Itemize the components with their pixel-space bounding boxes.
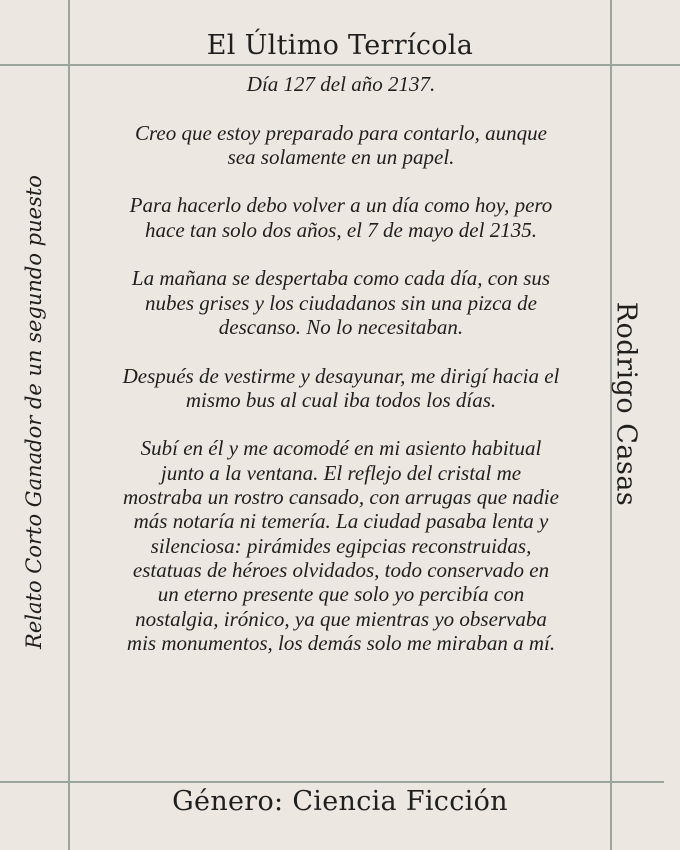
genre-label: Género: Ciencia Ficción xyxy=(172,786,508,817)
story-paragraph: Creo que estoy preparado para contarlo, aunque sea solamente en un papel. xyxy=(135,120,547,169)
award-label: Relato Corto Ganador de un segundo puesto xyxy=(22,175,46,649)
story-paragraph: Para hacerlo debo volver a un día como hoy, pero hace tan solo dos años, el 7 de mayo del 2135. xyxy=(129,193,553,242)
story-paragraph: Subí en él y me acomodé en mi asiento habitual junto a la ventana. El reflejo del cristal me mostraba un rostro cansado, con arrugas que nadie más notaría ni temería. La ciudad pasaba lenta y silenciosa: pirámides egipcias reconstruidas, estatuas de héroes olvidados, todo conservado en un eterno presente que solo yo percibía con nostalgia, irónico, ya que mientras yo observaba mis monumentos, los demás solo me miraban a mí. xyxy=(123,436,559,655)
frame-horizontal-bottom-line xyxy=(0,781,664,783)
frame-horizontal-top-line xyxy=(0,64,680,66)
author-name: Rodrigo Casas xyxy=(610,301,642,507)
story-paragraph: Después de vestirme y desayunar, me dirigí hacia el mismo bus al cual iba todos los días. xyxy=(122,363,560,412)
story-paragraph: Día 127 del año 2137. xyxy=(246,72,436,96)
story-paragraph: La mañana se despertaba como cada día, con sus nubes grises y los ciudadanos sin una pizca de descanso. No lo necesitaban. xyxy=(131,266,551,339)
story-body xyxy=(120,72,562,655)
frame-vertical-left-line xyxy=(68,0,70,850)
story-title: El Último Terrícola xyxy=(206,30,474,61)
